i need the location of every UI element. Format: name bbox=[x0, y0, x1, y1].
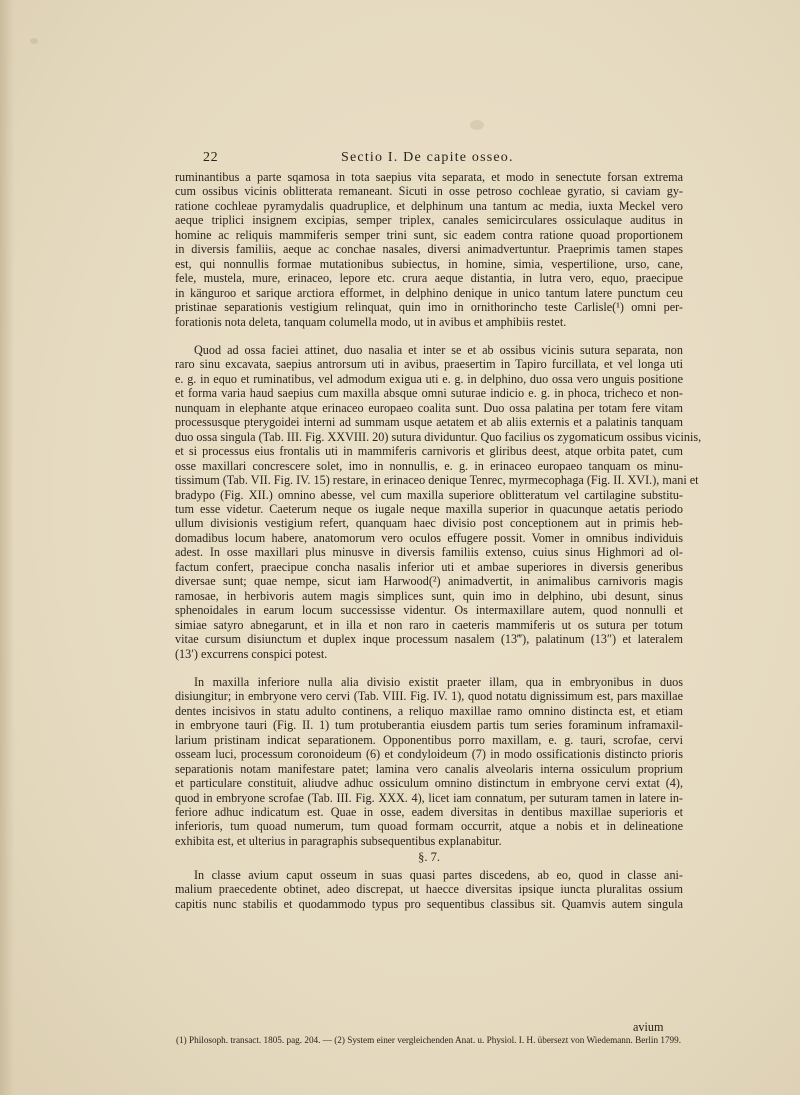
text-line: quod in embryone scrofae (Tab. III. Fig. XXX. 4), licet iam connatum, per suturam tamen in latere in- bbox=[175, 790, 683, 805]
paragraph bbox=[175, 342, 702, 661]
text-line: raro sinu excavata, saepius antrorsum uti in avibus, praesertim in Tapiro furcillata, et vel longa uti bbox=[175, 357, 683, 372]
text-line: factum confert, praecipue concha nasalis inferior uti et ambae superiores in diversis generibus bbox=[175, 559, 683, 574]
text-line: separationis notam manifestare patet; lamina vero canalis alveolaris interna ossiculum proprium bbox=[175, 761, 683, 776]
text-line: domadibus locum habere, anatomorum vero oculos effugere possit. Vomer in omnibus individuis bbox=[175, 530, 683, 545]
text-line: nunquam in elephante atque erinaceo europaeo coalita sunt. Duo ossa palatina per totam fere vitam bbox=[175, 400, 683, 415]
page-number: 22 bbox=[203, 150, 219, 165]
text-line: pristinae separationis vestigium relinquat, quin imo in ornithorincho teste Carlisle(¹) omni per- bbox=[175, 300, 683, 315]
text-line: cum ossibus vicinis oblitterata remaneant. Sicuti in osse petroso cochleae gyratio, si caviam gy- bbox=[175, 184, 683, 199]
text-line: diversae sunt; quae nempe, sicut iam Harwood(²) animadvertit, in animalibus carnivoris magis bbox=[175, 574, 683, 589]
text-line: feriore adhuc indicatum est. Quae in osse, eadem diversitas in dentibus maxillae superioris et bbox=[175, 805, 683, 820]
text-line: forationis nota deleta, tanquam columella modo, ut in avibus et amphibiis restet. bbox=[175, 314, 567, 329]
section-mark: §. 7. bbox=[418, 850, 440, 865]
paragraph-gap bbox=[175, 329, 683, 343]
page-left-edge-shadow bbox=[0, 0, 14, 1095]
text-line: ullum divisionis vestigium refert, quanquam haec divisio post conceptionem aut in primis heb- bbox=[175, 516, 683, 531]
paper-stain bbox=[30, 38, 38, 44]
text-line: inferioris, tum quoad numerum, tum quoad formam occurrit, atque a nobis et in delineatione bbox=[175, 819, 683, 834]
text-line: in känguroo et sarique arctiora efformet, in delphino denique in unico tantum latere punctum ceu bbox=[175, 285, 683, 300]
running-title: Sectio I. De capite osseo. bbox=[341, 150, 514, 165]
text-line: adest. In osse maxillari plus minusve in diversis familiis extenso, cuius sinus Highmori ad ol- bbox=[175, 545, 683, 560]
footnote: (1) Philosoph. transact. 1805. pag. 204. — (2) System einer vergleichenden Anat. u. Physiol. I. H. übersezt von Wiedemann. Berlin 1799. bbox=[176, 1035, 682, 1045]
text-line: disiungitur; in embryone vero cervi (Tab. VIII. Fig. IV. 1), quod notatu dignissimum est, pars maxillae bbox=[175, 689, 683, 704]
text-line: osseam luci, processum coronoideum (6) et condyloideum (7) in modo ossificationis distincto prioris bbox=[175, 747, 683, 762]
text-line: simiae satyro abnegarunt, et in illa et non raro in caeteris mammiferis ut os sutura per totum bbox=[175, 617, 683, 632]
text-line: osse maxillari concrescere solet, imo in nonnullis, e. g. in erinaceo europaeo tanquam os minu- bbox=[175, 458, 683, 473]
text-line: In classe avium caput osseum in suas quasi partes discedens, ab eo, quod in classe ani- bbox=[194, 867, 683, 882]
text-line: fele, mustela, mure, erinaceo, lepore etc. crura aeque distantia, in lutra vero, equo, praecipue bbox=[175, 271, 683, 286]
text-line: tum esse videtur. Caeterum neque os iugale neque maxilla superior in quacunque aetatis periodo bbox=[175, 501, 683, 516]
text-line: duo ossa singula (Tab. III. Fig. XXVIII. 20) sutura dividuntur. Quo facilius os zygomaticum ossibus vicinis, bbox=[175, 429, 702, 444]
text-line: et forma varia haud saepius cum maxilla absque omni suturae indicio e. g. in phoca, tricheco et non- bbox=[175, 386, 683, 401]
main-text bbox=[175, 170, 702, 911]
text-line: In maxilla inferiore nulla alia divisio existit praeter illam, qua in embryonibus in duos bbox=[194, 674, 683, 689]
paragraph bbox=[175, 675, 683, 848]
text-line: tissimum (Tab. VII. Fig. IV. 15) restare, in erinaceo denique Tenrec, myrmecophaga (Fig. II. XVI.), mani et bbox=[175, 473, 699, 488]
text-line: capitis nunc stabilis et quodammodo typus pro sequentibus classibus sit. Quamvis autem singula bbox=[175, 896, 683, 911]
text-line: homine ac reliquis mammiferis semper trini sunt, sic eadem contra ratione quoad proportionem bbox=[175, 227, 683, 242]
paper-stain bbox=[470, 120, 484, 130]
text-line: ramosae, in herbivoris autem magis simplices sunt, quin imo in delphino, ubi desunt, sinus bbox=[175, 588, 683, 603]
text-line: processusque pterygoidei interni ad summam usque aetatem et ab aliis externis et a palatinis tanquam bbox=[175, 415, 683, 430]
text-line: larium pristinam indicat separationem. Opponentibus porro maxillam, e. g. tauri, scrofae, cervi bbox=[175, 732, 683, 747]
text-line: (13′) excurrens conspici potest. bbox=[175, 646, 328, 661]
text-line: et si processus eius frontalis uti in mammiferis carnivoris et gliribus deest, atque orbita patet, cum bbox=[175, 444, 683, 459]
text-line: e. g. in equo et ruminatibus, vel admodum exigua uti e. g. in delphino, duo ossa vero unguis positione bbox=[175, 371, 683, 386]
text-line: in embryone tauri (Fig. II. 1) tum protuberantia eiusdem partis tum series foraminum inframaxil- bbox=[175, 718, 683, 733]
text-line: Quod ad ossa faciei attinet, duo nasalia et inter se et ab ossibus vicinis sutura separata, non bbox=[194, 342, 683, 357]
paragraph bbox=[175, 170, 683, 329]
text-line: ratione cochleae pyramydalis quadruplice, et delphinum una tantum ac media, iuxta Meckel vero bbox=[175, 198, 683, 213]
text-line: malium praecedente obtinet, adeo discrepat, ut haecce diversitas ipsique iuncta pluralitas ossium bbox=[175, 882, 683, 897]
text-line: et particulare constituit, aliudve adhuc ossiculum omnino distinctum in embryone cervi extat (4), bbox=[175, 776, 683, 791]
text-line: dentes incisivos in statu adulto continens, a reliquo maxillae ramo omnino distincta est, et etiam bbox=[175, 703, 683, 718]
text-line: in diversis familiis, aeque ac conchae nasales, diversi animadvertuntur. Praeprimis tamen stapes bbox=[175, 242, 683, 257]
text-line: ruminantibus a parte sqamosa in tota saepius vita separata, et modo in senectute forsan extrema bbox=[175, 170, 683, 184]
paragraph-gap bbox=[175, 661, 683, 675]
text-line: bradypo (Fig. XII.) omnino abesse, vel cum maxilla superiore oblitteratum vel cartilagine substitu- bbox=[175, 487, 683, 502]
catchword: avium bbox=[633, 1020, 664, 1034]
running-header bbox=[203, 150, 623, 168]
text-line: vitae cursum disiunctum et duplex inque processum nasalem (13‴), palatinum (13″) et lateralem bbox=[175, 632, 683, 647]
text-line: est, qui nonnullis formae mutationibus subiectus, in homine, simia, vespertilione, urso, cane, bbox=[175, 256, 683, 271]
paragraph bbox=[175, 868, 683, 911]
text-line: sphenoidales in earum locum successisse videntur. Os intermaxillare autem, quod nonnulli et bbox=[175, 603, 683, 618]
text-line: aeque triplici insignem excipias, semper triplex, canales semicirculares ossiculaque auditus in bbox=[175, 213, 683, 228]
text-line: exhibita est, et ulterius in paragraphis subsequentibus explanabitur. bbox=[175, 833, 502, 848]
